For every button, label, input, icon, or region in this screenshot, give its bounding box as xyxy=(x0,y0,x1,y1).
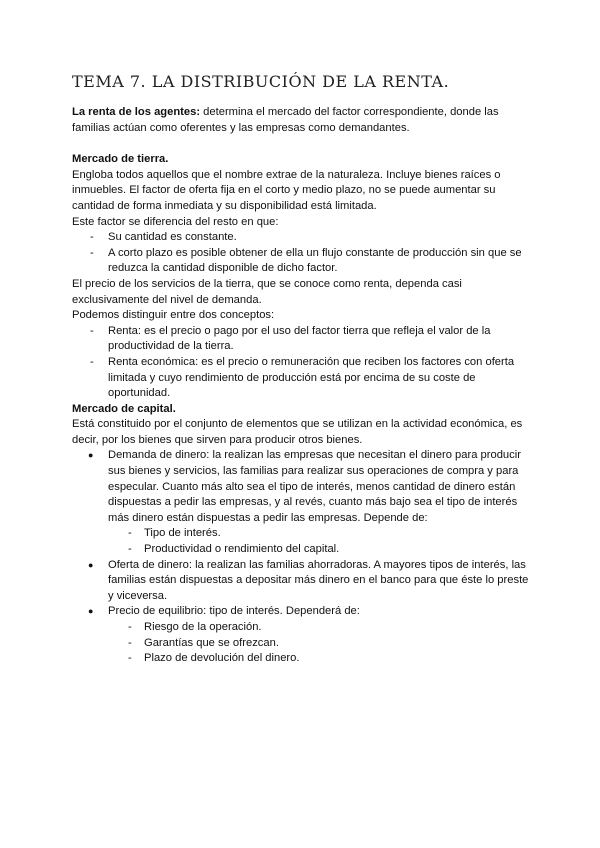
list-item: - Tipo de interés. xyxy=(72,526,532,542)
intro-lead: La renta de los agentes: xyxy=(72,106,201,118)
list-item: - Plazo de devolución del dinero. xyxy=(72,651,532,667)
list-item: - Renta: es el precio o pago por el uso del factor tierra que refleja el valor de la productividad de la tierra. xyxy=(72,324,532,355)
capital-paragraph-1: Está constituido por el conjunto de elementos que se utilizan en la actividad económica, es decir, por los bienes que sirven para producir otros bienes. xyxy=(72,418,523,446)
tierra-paragraph-4: Podemos distinguir entre dos conceptos: xyxy=(72,309,275,322)
precio-sublist xyxy=(72,620,532,667)
section-heading-capital: Mercado de capital. xyxy=(72,402,176,415)
capital-bullets xyxy=(72,448,532,526)
bullet-precio xyxy=(72,604,532,620)
tierra-list-1 xyxy=(72,230,532,277)
list-item: - Su cantidad es constante. xyxy=(72,230,532,246)
list-item: - Productividad o rendimiento del capital. xyxy=(72,542,532,558)
list-item: - Renta económica: es el precio o remuneración que reciben los factores con oferta limitada y cuyo rendimiento de producción está por encima de su coste de oportunidad. xyxy=(72,355,532,402)
bullet-text: Precio de equilibrio: tipo de interés. Dependerá de: xyxy=(108,605,360,618)
bullet-oferta xyxy=(72,558,532,605)
intro-text: determina el mercado del factor correspondiente, donde las familias actúan como oferentes y las empresas como demandantes. xyxy=(72,106,499,134)
intro-paragraph xyxy=(72,105,532,136)
section-heading-tierra: Mercado de tierra. xyxy=(72,153,169,166)
bullet-demanda xyxy=(72,448,532,526)
document-page xyxy=(72,72,532,667)
tierra-paragraph-3: El precio de los servicios de la tierra, que se conoce como renta, dependa casi exclusivamente del nivel de demanda. xyxy=(72,277,462,306)
list-item: - Riesgo de la operación. xyxy=(72,620,532,636)
demanda-sublist xyxy=(72,526,532,557)
tierra-list-2 xyxy=(72,324,532,402)
bullet-text: Oferta de dinero: la realizan las familias ahorradoras. A mayores tipos de interés, las familias están dispuestas a depositar más dinero en el banco para que éste lo preste y viceversa. xyxy=(108,558,529,602)
list-item: - Garantías que se ofrezcan. xyxy=(72,636,532,652)
tierra-paragraph-1: Engloba todos aquellos que el nombre extrae de la naturaleza. Incluye bienes raíces o inmuebles. El factor de oferta fija en el corto y medio plazo, no se puede aumentar su cantidad de forma inmediata y su disponibilidad está limitada. xyxy=(72,168,501,212)
document-title: TEMA 7. LA DISTRIBUCIÓN DE LA RENTA. xyxy=(72,72,450,91)
bullet-text: Demanda de dinero: la realizan las empresas que necesitan el dinero para producir sus bienes y servicios, las familias para realizar sus operaciones de compra y para especular. Cuanto más alto sea el tipo de interés, menos cantidad de dinero están dispuestas a pedir las empresas, y al revés, cuanto más bajo sea el tipo de interés más dinero están dispuestas a pedir las empresas. Depende de: xyxy=(108,449,521,524)
capital-bullets-2 xyxy=(72,558,532,620)
tierra-paragraph-2: Este factor se diferencia del resto en que: xyxy=(72,215,279,228)
list-item: - A corto plazo es posible obtener de ella un flujo constante de producción sin que se reduzca la cantidad disponible de dicho factor. xyxy=(72,246,532,277)
